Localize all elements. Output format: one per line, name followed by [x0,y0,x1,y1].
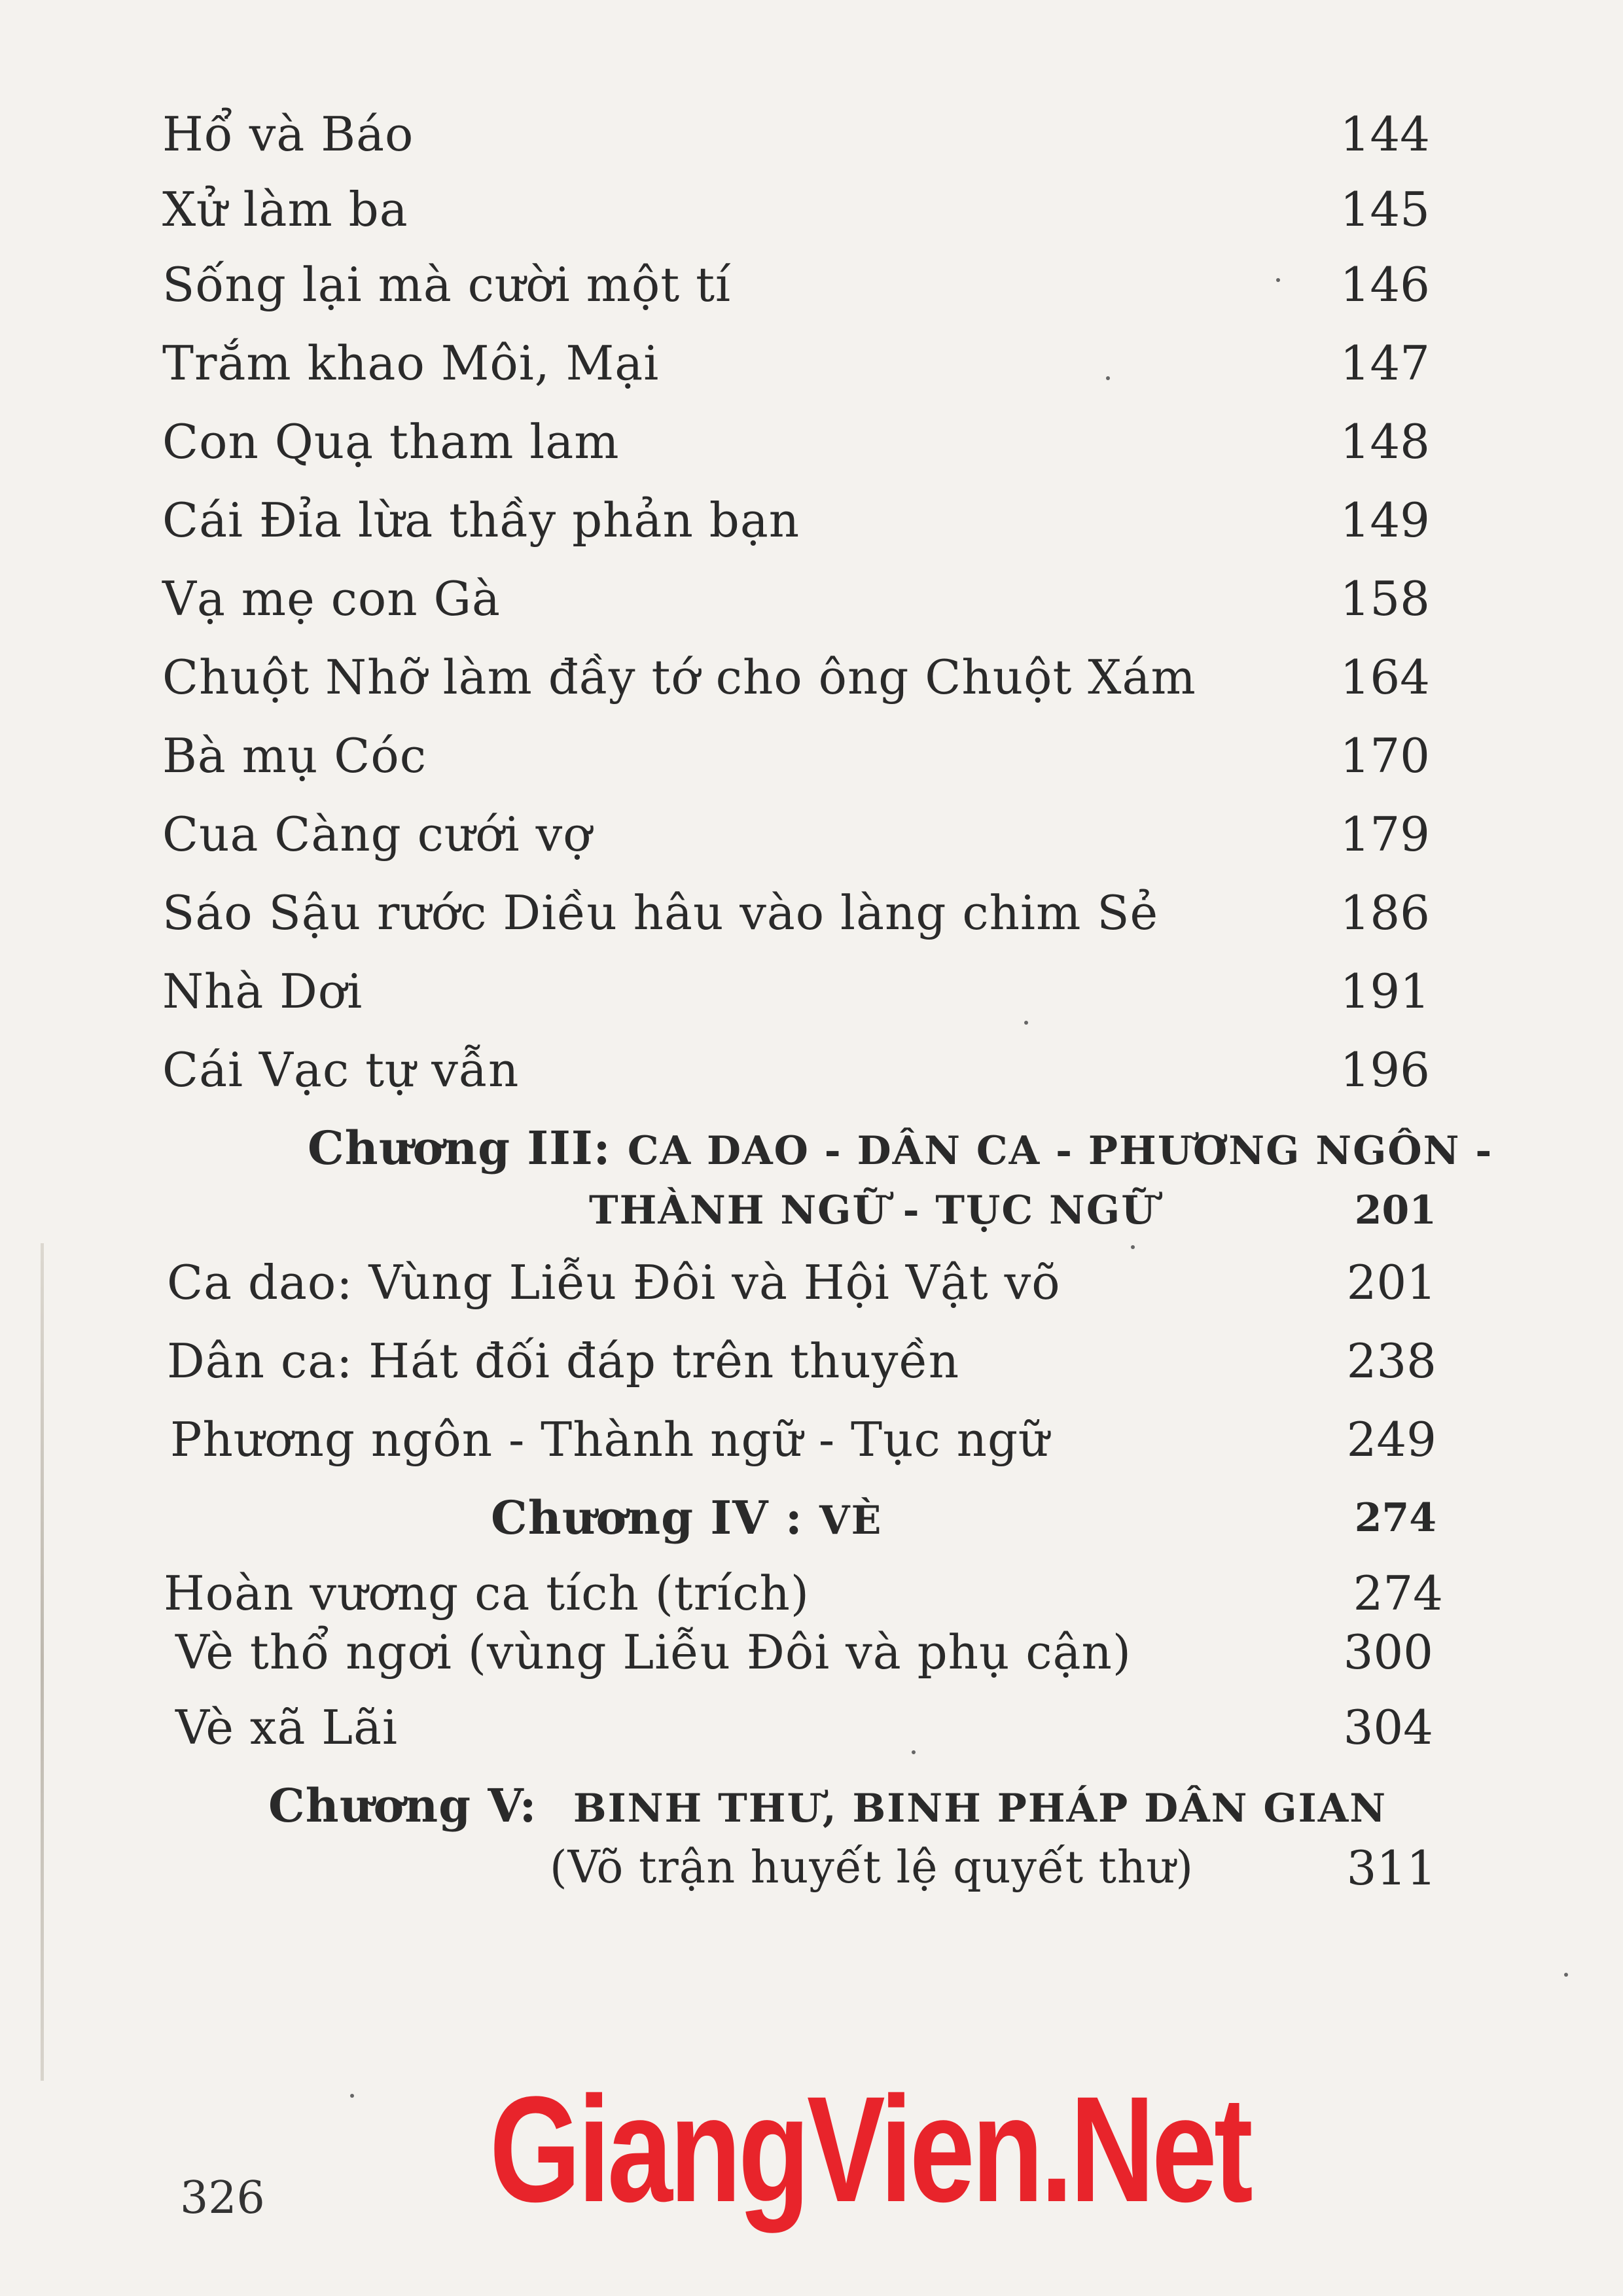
entry-title: Chuột Nhỡ làm đầy tớ cho ông Chuột Xám [162,650,1196,705]
entry-title: Vè xã Lãi [175,1700,399,1755]
toc-entry [0,1037,1430,1109]
entry-page: 304 [1343,1700,1433,1755]
watermark-logo: GiangVien.Net [490,2065,1251,2233]
entry-page: 164 [1340,650,1430,705]
entry-title: Cua Càng cưới vợ [162,807,592,862]
chapter-subtitle: (Võ trận huyết lệ quyết thư) [550,1842,1194,1894]
entry-page: 249 [1346,1412,1436,1467]
entry-title: Xử làm ba [162,182,408,237]
chapter-heading-line2 [0,1178,1436,1250]
entry-page: 146 [1340,257,1430,312]
entry-page: 149 [1340,493,1430,548]
toc-entry [0,880,1430,952]
entry-page: 144 [1340,107,1430,162]
toc-entry [0,802,1430,874]
paper-speck [912,1750,916,1754]
chapter-page: 311 [1346,1841,1436,1896]
paper-speck [1131,1245,1135,1249]
entry-title: Phương ngôn - Thành ngữ - Tục ngữ [170,1412,1050,1467]
entry-title: Vè thổ ngơi (vùng Liễu Đôi và phụ cận) [175,1625,1132,1680]
toc-entry [0,409,1430,481]
toc-entry [0,252,1430,324]
toc-entry [0,645,1430,716]
chapter-heading [0,1485,1436,1557]
entry-title: Hoàn vương ca tích (trích) [164,1566,810,1621]
entry-title: Hổ và Báo [162,107,414,162]
chapter-label: Chương III: [308,1121,611,1175]
chapter-page: 201 [1354,1188,1436,1233]
toc-entry [0,177,1430,249]
entry-page: 196 [1340,1042,1430,1097]
chapter-heading [0,1116,1493,1188]
entry-page: 148 [1340,414,1430,469]
paper-speck [1564,1973,1568,1977]
toc-entry [0,1619,1433,1691]
page-number: 326 [180,2172,265,2224]
chapter-title-line2: THÀNH NGỮ - TỤC NGỮ [589,1188,1157,1233]
entry-title: Bà mụ Cóc [162,728,427,783]
chapter-heading [0,1773,1440,1845]
toc-entry [0,487,1430,559]
entry-title: Cái Vạc tự vẫn [162,1042,520,1097]
chapter-label: Chương IV : [491,1491,803,1545]
entry-title: Ca dao: Vùng Liễu Đôi và Hội Vật võ [167,1255,1061,1310]
toc-entry [0,1328,1436,1400]
toc-entry [0,101,1430,173]
entry-page: 170 [1340,728,1430,783]
entry-page: 300 [1343,1625,1433,1680]
entry-page: 147 [1340,336,1430,391]
entry-page: 145 [1340,182,1430,237]
paper-speck [1024,1021,1028,1025]
paper-speck [1106,376,1110,380]
toc-entry [0,1407,1436,1479]
entry-title: Cái Đỉa lừa thầy phản bạn [162,493,800,548]
paper-speck [1276,278,1280,282]
toc-entry [0,566,1430,638]
entry-title: Sống lại mà cười một tí [162,257,732,312]
entry-title: Con Quạ tham lam [162,414,620,469]
entry-title: Nhà Dơi [162,964,363,1019]
toc-entry [0,1250,1436,1322]
toc-entry [0,723,1430,795]
entry-title: Vạ mẹ con Gà [162,571,501,626]
entry-title: Sáo Sậu rước Diều hâu vào làng chim Sẻ [162,885,1159,940]
paper-speck [350,2094,354,2098]
entry-title: Dân ca: Hát đối đáp trên thuyền [167,1333,960,1388]
entry-page: 186 [1340,885,1430,940]
toc-entry [0,1695,1433,1767]
entry-title: Trắm khao Môi, Mại [162,336,660,391]
chapter-title-line1: CA DAO - DÂN CA - PHƯƠNG NGÔN - [627,1128,1493,1174]
chapter-heading-line2 [0,1835,1436,1907]
entry-page: 191 [1340,964,1430,1019]
entry-page: 158 [1340,571,1430,626]
chapter-title-line1: BINH THƯ, BINH PHÁP DÂN GIAN [573,1786,1387,1831]
chapter-page: 274 [1354,1495,1436,1541]
entry-page: 201 [1346,1255,1436,1310]
chapter-label: Chương V: [268,1778,537,1833]
toc-entry [0,959,1430,1031]
entry-page: 274 [1353,1566,1443,1621]
chapter-title: VÈ [819,1498,883,1544]
entry-page: 179 [1340,807,1430,862]
entry-page: 238 [1346,1333,1436,1388]
toc-entry [0,330,1430,402]
